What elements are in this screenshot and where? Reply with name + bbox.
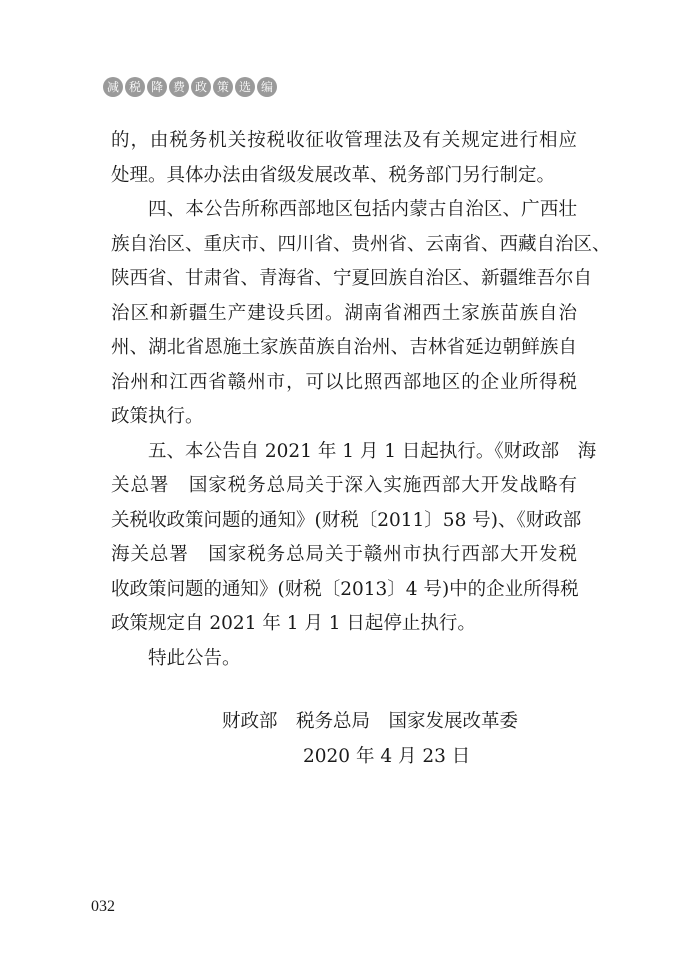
- body-line: 族自治区、重庆市、四川省、贵州省、云南省、西藏自治区、: [111, 233, 611, 255]
- body-line: 五、本公告自 2021 年 1 月 1 日起执行。《财政部 海: [148, 440, 597, 462]
- header-char: 费: [169, 77, 189, 97]
- body-line: 海关总署 国家税务总局关于赣州市执行西部大开发税: [111, 544, 577, 565]
- running-header: [103, 77, 277, 97]
- signature-date: 2020 年 4 月 23 日: [303, 746, 471, 767]
- header-char: 税: [125, 77, 145, 97]
- body-line: 处理。具体办法由省级发展改革、税务部门另行制定。: [111, 164, 556, 186]
- body-line: 关税收政策问题的通知》(财税〔2011〕58 号)、《财政部: [111, 509, 582, 531]
- body-line: 政策规定自 2021 年 1 月 1 日起停止执行。: [111, 613, 476, 634]
- body-line: 关总署 国家税务总局关于深入实施西部大开发战略有: [111, 475, 577, 496]
- header-char: 选: [235, 77, 255, 97]
- body-line: 州、湖北省恩施土家族苗族自治州、吉林省延边朝鲜族自: [111, 337, 577, 358]
- body-line: 的，由税务机关按税收征收管理法及有关规定进行相应: [111, 130, 577, 151]
- header-char: 政: [191, 77, 211, 97]
- body-line: 特此公告。: [148, 647, 241, 669]
- header-char: 策: [213, 77, 233, 97]
- body-line: 治州和江西省赣州市，可以比照西部地区的企业所得税: [111, 371, 577, 393]
- body-line: 四、本公告所称西部地区包括内蒙古自治区、广西壮: [148, 199, 577, 220]
- body-line: 治区和新疆生产建设兵团。湖南省湘西土家族苗族自治: [111, 302, 577, 324]
- body-line: 陕西省、甘肃省、青海省、宁夏回族自治区、新疆维吾尔自: [111, 268, 593, 289]
- document-body: [111, 124, 611, 676]
- body-line: 收政策问题的通知》(财税〔2013〕4 号)中的企业所得税: [111, 578, 579, 600]
- header-char: 编: [257, 77, 277, 97]
- page-number: 032: [91, 898, 115, 915]
- header-char: 降: [147, 77, 167, 97]
- header-char: 减: [103, 77, 123, 97]
- body-line: 政策执行。: [111, 406, 204, 427]
- signature-issuers: 财政部 税务总局 国家发展改革委: [222, 711, 519, 732]
